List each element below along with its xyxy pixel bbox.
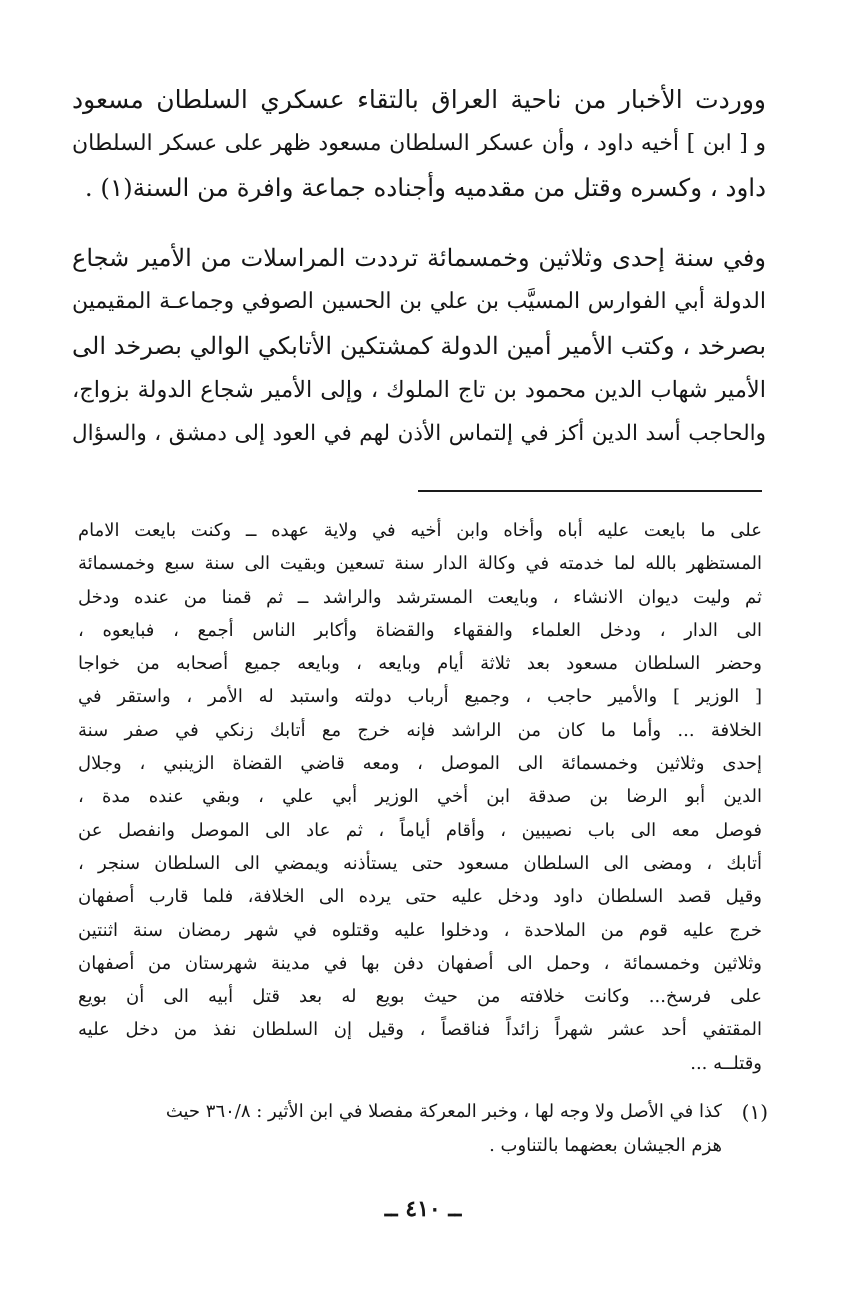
continued-note: [78, 514, 762, 1080]
page-number: ــ ٤١٠ ــ: [384, 1196, 462, 1222]
note-line: وقيل قصد السلطان داود ودخل عليه حتى يرده الى الخلافة، فلما قارب أصفهان: [78, 886, 762, 908]
note-line: وقتلــه ...: [690, 1052, 762, 1074]
note-line: الدين أبو الرضا بن صدقة ابن أخي الوزير أبي علي ، وبقي عنده مدة ،: [78, 786, 762, 808]
note-line: إحدى وثلاثين وخمسمائة الى الموصل ، ومعه قاضي القضاة الزينبي ، وجلال: [78, 753, 762, 775]
footnote-line: كذا في الأصل ولا وجه لها ، وخبر المعركة مفصلا في ابن الأثير : ٣٦٠/٨ حيث: [165, 1101, 722, 1122]
footnote-line: هزم الجيشان بعضهما بالتناوب .: [489, 1135, 722, 1156]
note-line: على ما بايعت عليه أباه وأخاه وابن أخيه في ولاية عهده ــ وكنت بايعت الامام: [78, 520, 762, 541]
note-line: ثم وليت ديوان الانشاء ، وبايعت المسترشد والراشد ــ ثم قمنا من عنده ودخل: [78, 586, 762, 608]
note-line: أتابك ، ومضى الى السلطان مسعود حتى يستأذنه ويمضي الى السلطان سنجر ،: [78, 852, 762, 874]
text-line: الأمير شهاب الدين محمود بن تاج الملوك ، وإلى الأمير شجاع الدولة بزواج،: [72, 377, 766, 403]
note-line: وحضر السلطان مسعود بعد ثلاثة أيام وبايعه ، وبايعه جميع أصحابه من خواجا: [78, 653, 762, 675]
note-line: على فرسخ... وكانت خلافته من حيث بويع له بعد قتل أبيه الى أن بويع: [78, 986, 762, 1008]
text-line: بصرخد ، وكتب الأمير أمين الدولة كمشتكين الأتابكي الوالي بصرخد الى: [72, 332, 767, 360]
note-line: [ الوزير ] والأمير حاجب ، وجميع أرباب دولته واستبد له الأمر ، واستقر في: [78, 686, 762, 708]
paragraph-2: [72, 236, 766, 456]
text-line: والحاجب أسد الدين أكز في إلتماس الأذن لهم في العود إلى دمشق ، والسؤال: [72, 421, 766, 446]
text-line: ووردت الأخبار من ناحية العراق بالتقاء عسكري السلطان مسعود: [72, 85, 766, 114]
text-line: داود ، وكسره وقتل من مقدميه وأجناده جماعة وافرة من السنة(١) .: [84, 173, 766, 202]
note-line: المستظهر بالله لما خدمته في وكالة الدار سنة تسعين وبقيت الى سنة سبع وخمسمائة: [78, 553, 762, 575]
note-line: وثلاثين وخمسمائة ، وحمل الى أصفهان دفن بها في مدينة شهرستان من أصفهان: [78, 952, 762, 974]
text-line: و [ ابن ] أخيه داود ، وأن عسكر السلطان مسعود ظهر على عسكر السلطان: [72, 131, 766, 156]
main-text: [72, 78, 766, 456]
note-line: المقتفي أحد عشر شهراً زائداً فناقصاً ، وقيل إن السلطان نفذ من دخل عليه: [78, 1019, 762, 1041]
footnote-body: [78, 1095, 722, 1163]
paragraph-1: [72, 78, 766, 210]
footnote-separator: [418, 490, 762, 492]
text-line: وفي سنة إحدى وثلاثين وخمسمائة ترددت المراسلات من الأمير شجاع: [72, 244, 766, 272]
note-line: الخلافة ... وأما ما كان من الراشد فإنه خرج مع أتابك زنكي في صفر سنة: [78, 719, 762, 741]
note-line: الى الدار ، ودخل العلماء والفقهاء والقضاة وأكابر الناس أجمع ، فبايعوه ،: [78, 619, 762, 641]
text-line: الدولة أبي الفوارس المسيَّب بن علي بن الحسين الصوفي وجماعـة المقيمين: [72, 289, 766, 314]
footnote-1: [78, 1095, 768, 1163]
footnote-marker: (١): [741, 1100, 768, 1124]
note-line: خرج عليه قوم من الملاحدة ، ودخلوا عليه وقتلوه في شهر رمضان سنة اثنتين: [78, 919, 762, 941]
note-line: فوصل معه الى باب نصيبين ، وأقام أياماً ، ثم عاد الى الموصل وانفصل عن: [78, 819, 762, 841]
